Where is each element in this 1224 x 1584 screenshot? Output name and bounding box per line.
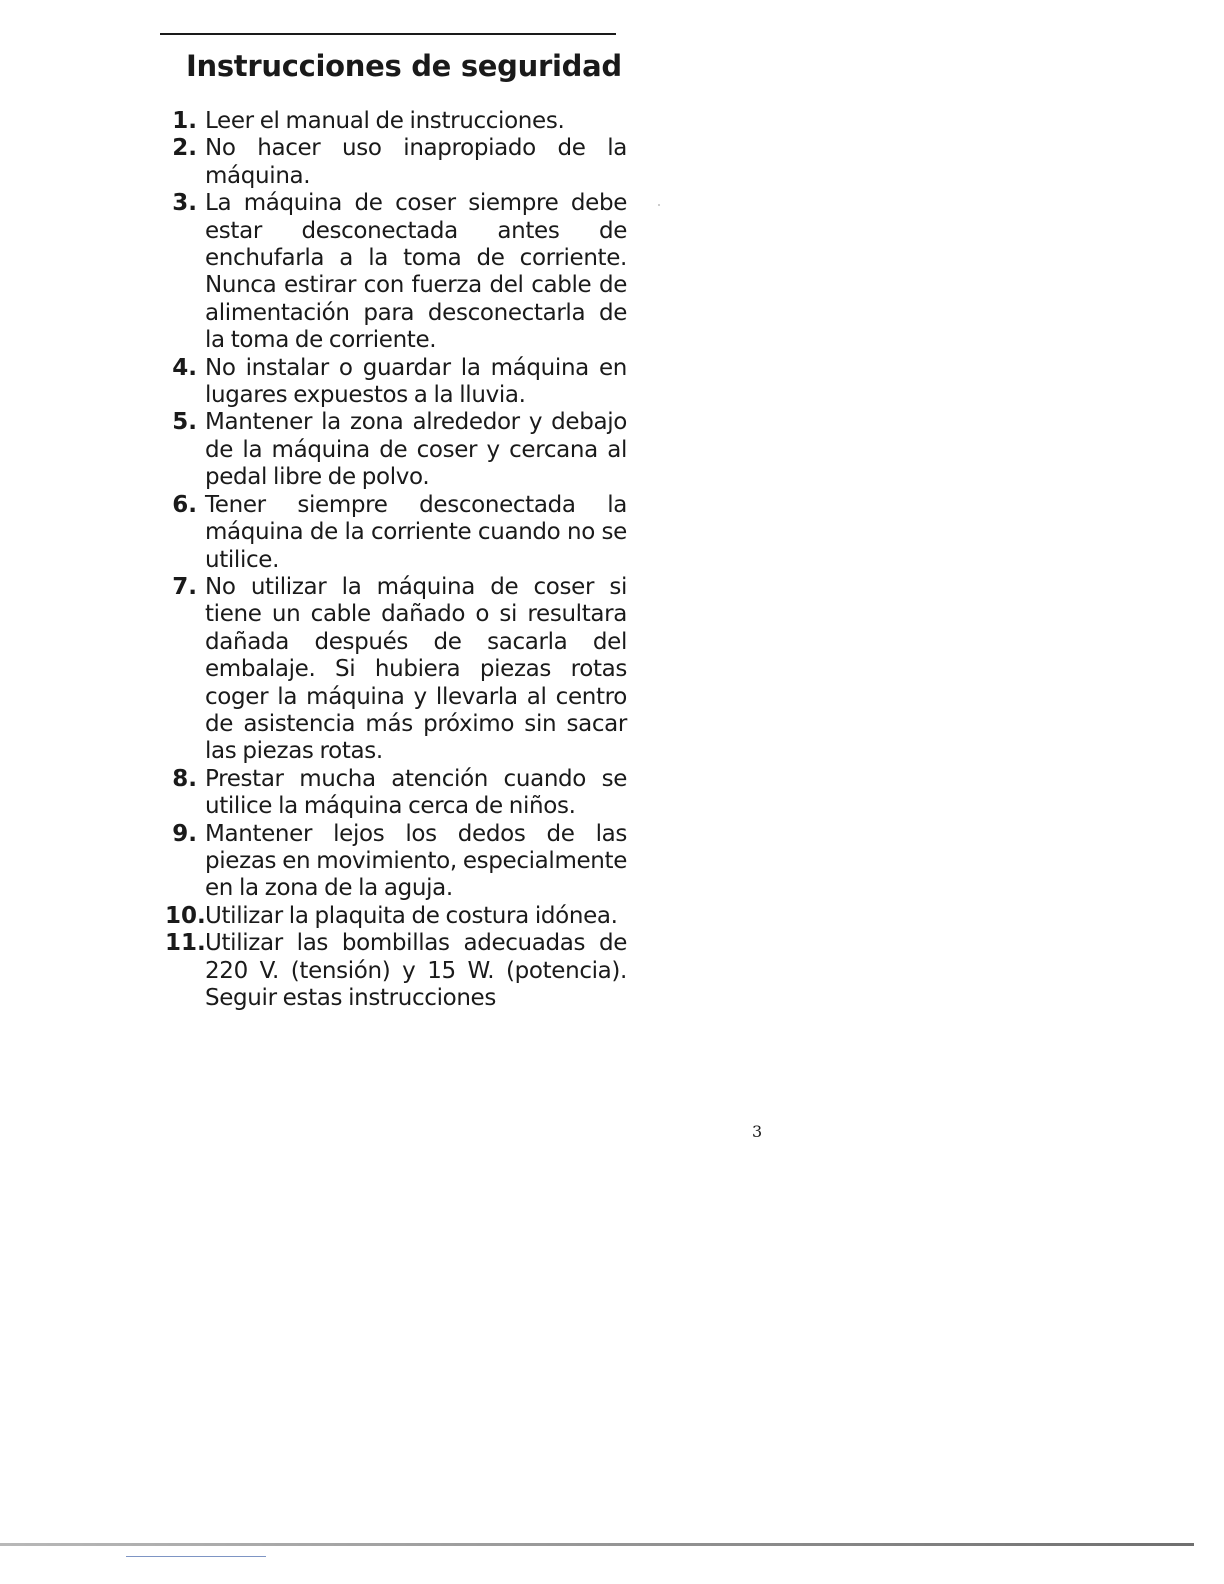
bottom-scan-edge (0, 1543, 1194, 1546)
instruction-item-11 (165, 930, 627, 1012)
top-divider (160, 33, 616, 35)
item-number: 9. (172, 820, 197, 847)
item-number: 4. (172, 354, 197, 381)
page-number: 3 (752, 1122, 763, 1141)
page-title: Instrucciones de seguridad (186, 49, 622, 83)
instruction-item-9 (165, 821, 627, 903)
scan-speck (658, 204, 660, 206)
instruction-item-7 (165, 574, 627, 766)
instruction-item-1 (165, 108, 627, 135)
item-number: 11. (165, 930, 206, 957)
item-text: Mantener lejos los dedos de las piezas en movimiento, especialmente en la zona de la aguja. (205, 820, 627, 902)
item-text: Prestar mucha atención cuando se utilice la máquina cerca de niños. (205, 765, 627, 820)
item-number: 8. (172, 765, 197, 792)
item-text: No instalar o guardar la máquina en lugares expuestos a la lluvia. (205, 354, 627, 409)
item-text: No hacer uso inapropiado de la máquina. (205, 135, 627, 189)
item-text: Utilizar la plaquita de costura idónea. (205, 902, 618, 929)
item-number: 6. (172, 491, 197, 518)
item-text: Tener siempre desconectada la máquina de la corriente cuando no se utilice. (205, 491, 627, 573)
bottom-accent-line (126, 1556, 266, 1557)
instruction-item-2 (165, 135, 627, 190)
item-text: Leer el manual de instrucciones. (205, 108, 565, 134)
instruction-item-4 (165, 355, 627, 410)
item-number: 7. (172, 573, 197, 600)
instruction-item-3 (165, 190, 627, 354)
item-number: 2. (172, 135, 197, 162)
instruction-item-6 (165, 492, 627, 574)
item-number: 3. (172, 190, 197, 217)
item-text: Utilizar las bombillas adecuadas de 220 V. (tensión) y 15 W. (potencia). Seguir estas instrucciones (205, 930, 627, 1011)
instruction-item-10 (165, 903, 627, 930)
item-number: 10. (165, 902, 206, 929)
item-number: 1. (172, 108, 197, 134)
item-number: 5. (172, 409, 197, 436)
item-text: La máquina de coser siempre debe estar desconectada antes de enchufarla a la toma de corriente. Nunca estirar con fuerza del cable de alimentación para desconectarla de la toma de corriente. (205, 190, 627, 354)
item-text: No utilizar la máquina de coser si tiene un cable dañado o si resultara dañada después de sacarla del embalaje. Si hubiera piezas rotas coger la máquina y llevarla al centro de asistencia más próximo sin sacar las piezas rotas. (205, 573, 627, 765)
instruction-item-5 (165, 409, 627, 491)
item-text: Mantener la zona alrededor y debajo de la máquina de coser y cercana al pedal libre de polvo. (205, 409, 627, 491)
safety-instructions-list (165, 108, 627, 1012)
instruction-item-8 (165, 766, 627, 821)
